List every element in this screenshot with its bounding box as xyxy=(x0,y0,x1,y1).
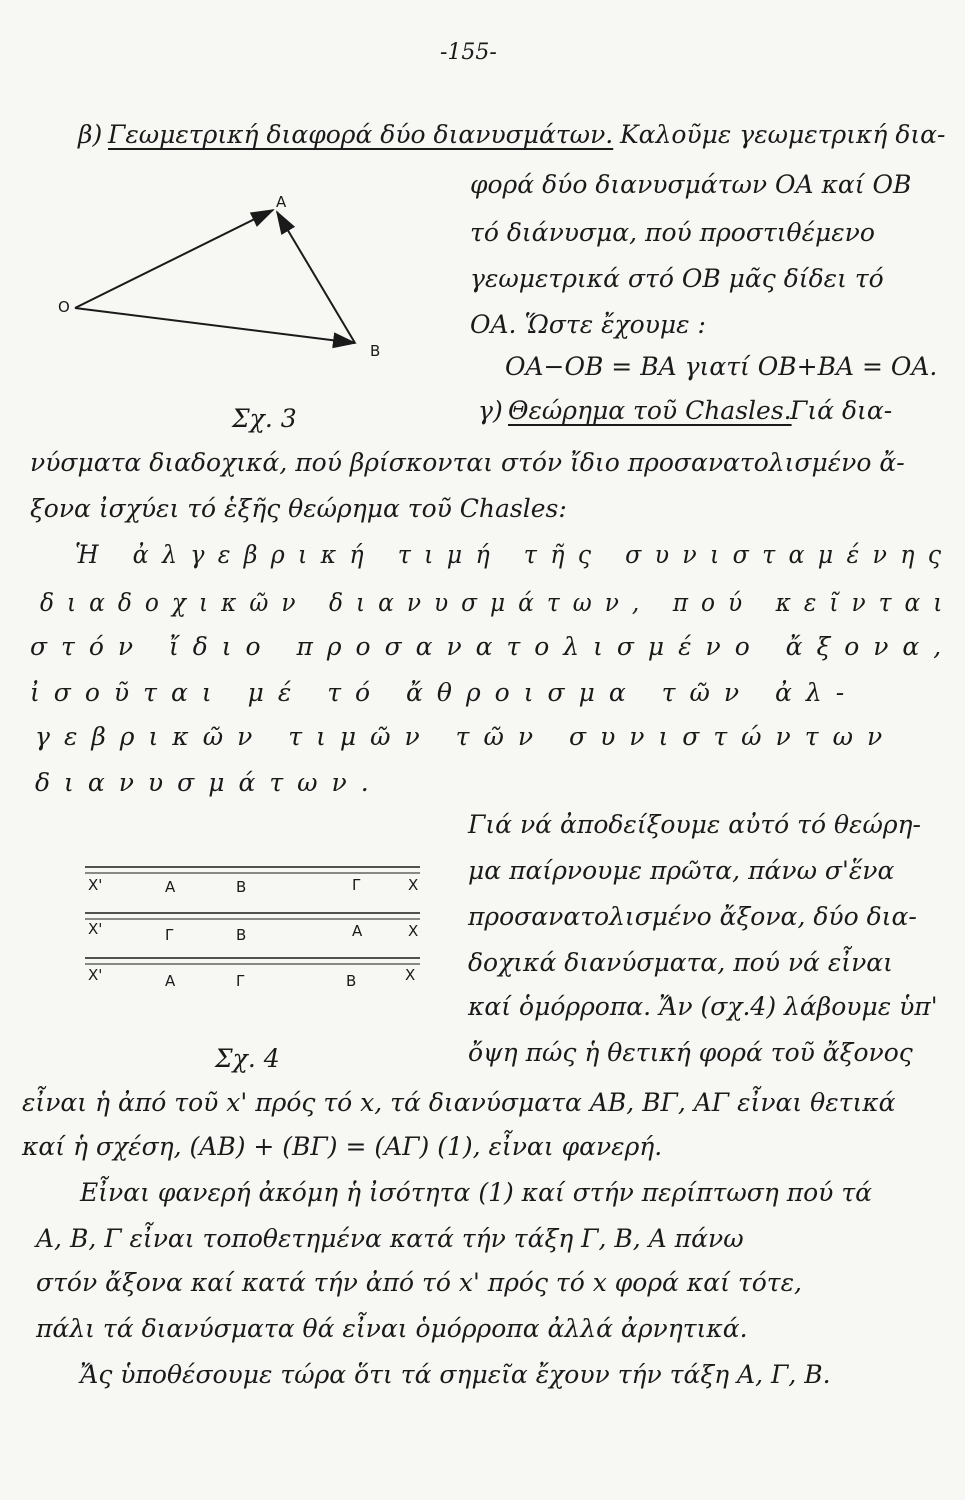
page-number: -155- xyxy=(440,40,497,65)
p3-line-5: καί ὁμόρροπα. Ἄν (σχ.4) λάβουμε ὑπ' xyxy=(468,992,938,1021)
p2-line-1: Γιά δια- xyxy=(790,396,893,425)
fig4-caption: Σχ. 4 xyxy=(215,1044,280,1073)
p5-line-3: στόν ἄξονα καί κατά τήν ἀπό τό x' πρός τό x φορά καί τότε, xyxy=(36,1268,802,1297)
p5-line-2: A, B, Γ εἶναι τοποθετημένα κατά τήν τάξη Γ, B, A πάνω xyxy=(36,1224,744,1253)
fig4-axis1-point-1: A xyxy=(165,878,176,896)
fig4-axis1-point-2: B xyxy=(236,878,247,896)
fig4-axis2-point-3: A xyxy=(352,922,363,940)
theorem-line-3: στόν ἴδιο προσανατολισμένο ἄξονα, xyxy=(30,632,956,661)
fig3-label-b: B xyxy=(370,342,381,360)
fig3-caption: Σχ. 3 xyxy=(232,404,297,433)
p4-line-2: καί ἡ σχέση, (AB) + (BΓ) = (AΓ) (1), εἶναι φανερή. xyxy=(22,1132,663,1161)
p3-line-6: ὄψη πώς ἡ θετική φορά τοῦ ἄξονος xyxy=(468,1038,913,1067)
section-g-label: γ) xyxy=(478,396,503,425)
p3-line-1: Γιά νά ἀποδείξουμε αὐτό τό θεώρη- xyxy=(468,810,921,839)
theorem-line-5: γεβρικῶν τιμῶν τῶν συνιστώντων xyxy=(35,722,897,751)
fig4-axis3-left: X' xyxy=(88,966,103,984)
fig4-axis2-point-2: B xyxy=(236,926,247,944)
section-g-heading: Θεώρημα τοῦ Chasles. xyxy=(508,396,792,425)
figure-4-axes xyxy=(85,855,425,985)
fig4-axis1-left: X' xyxy=(88,876,103,894)
section-b-heading: Γεωμετρική διαφορά δύο διανυσμάτων. xyxy=(108,120,614,149)
p3-line-3: προσανατολισμένο ἄξονα, δύο δια- xyxy=(468,902,917,931)
fig4-axis3-point-1: A xyxy=(165,972,176,990)
p4-line-1: εἶναι ἡ ἀπό τοῦ x' πρός τό x, τά διανύσματα AB, BΓ, AΓ εἶναι θετικά xyxy=(22,1088,896,1117)
p5-line-1: Εἶναι φανερή ἀκόμη ἡ ἰσότητα (1) καί στήν περίπτωση πού τά xyxy=(80,1178,873,1207)
p1-line-2: φορά δύο διανυσμάτων OA καί OB xyxy=(470,170,912,199)
theorem-line-4: ἰσοῦται μέ τό ἄθροισμα τῶν ἀλ- xyxy=(30,678,859,707)
p1-line-4: γεωμετρικά στό OB μᾶς δίδει τό xyxy=(470,264,884,293)
fig4-axis3-point-2: Γ xyxy=(236,972,245,990)
fig4-axis3-point-3: B xyxy=(346,972,357,990)
p3-line-2: μα παίρνουμε πρῶτα, πάνω σ'ἕνα xyxy=(468,856,895,885)
figure-3-diagram xyxy=(55,190,385,380)
fig3-label-a: A xyxy=(276,193,287,211)
p3-line-4: δοχικά διανύσματα, πού νά εἶναι xyxy=(468,948,893,977)
fig4-axis2-right: X xyxy=(408,922,419,940)
p6-line: Ἄς ὑποθέσουμε τώρα ὅτι τά σημεῖα ἔχουν τήν τάξη A, Γ, B. xyxy=(80,1360,831,1389)
p2-line-3: ξονα ἰσχύει τό ἑξῆς θεώρημα τοῦ Chasles: xyxy=(30,494,567,523)
fig4-axis3-right: X xyxy=(405,966,416,984)
fig4-axis1-right: X xyxy=(408,876,419,894)
fig4-axis1-point-3: Γ xyxy=(352,876,361,894)
p2-line-2: νύσματα διαδοχικά, πού βρίσκονται στόν ἴδιο προσανατολισμένο ἄ- xyxy=(30,448,905,477)
p5-line-4: πάλι τά διανύσματα θά εἶναι ὁμόρροπα ἀλλά ἀρνητικά. xyxy=(36,1314,748,1343)
p1-line-6: OA−OB = BA γιατί OB+BA = OA. xyxy=(505,352,938,381)
fig4-axis2-left: X' xyxy=(88,920,103,938)
section-b-label: β) xyxy=(78,120,103,149)
fig4-axis2-point-1: Γ xyxy=(165,926,174,944)
p1-line-3: τό διάνυσμα, πού προστιθέμενο xyxy=(470,218,875,247)
fig3-label-o: O xyxy=(58,298,70,316)
p1-line-1: Καλοῦμε γεωμετρική δια- xyxy=(620,120,946,149)
theorem-line-2: διαδοχικῶν διανυσμάτων, πού κεῖνται xyxy=(40,588,956,617)
theorem-line-6: διανυσμάτων. xyxy=(35,768,383,797)
theorem-line-1: Ἡ ἀλγεβρική τιμή τῆς συνισταμένης xyxy=(75,540,955,569)
p1-line-5: OA. Ὥστε ἔχουμε : xyxy=(470,310,706,339)
